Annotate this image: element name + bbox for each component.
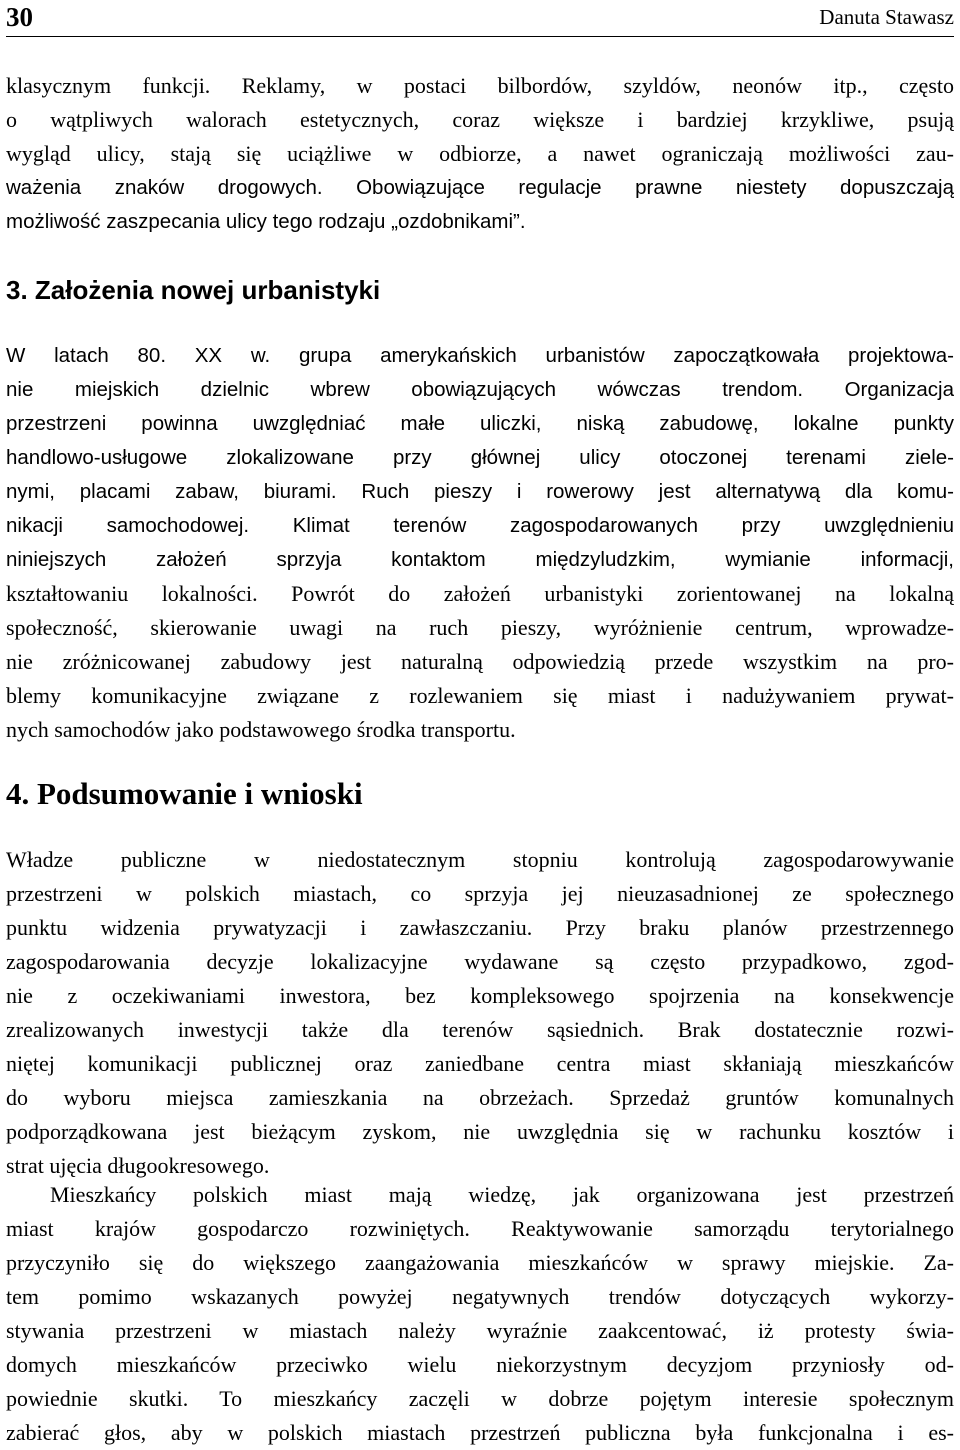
paragraph-summary-1 (6, 843, 954, 1183)
text-line: podporządkowana jest bieżącym zyskom, nie uwzględnia się w rachunku kosztów i (6, 1119, 954, 1144)
text-line: zagospodarowania decyzje lokalizacyjne wydawane są często przypadkowo, zgod- (6, 949, 954, 974)
text-line: niniejszych założeń sprzyja kontaktom międzyludzkim, wymianie informacji, (6, 548, 954, 571)
text-line: wygląd ulicy, stają się uciążliwe w odbiorze, a nawet ograniczają możliwości zau- (6, 141, 954, 166)
text-line: nie miejskich dzielnic wbrew obowiązujących wówczas trendom. Organizacja (6, 378, 954, 401)
text-line: punktu widzenia prywatyzacji i zawłaszczaniu. Przy braku planów przestrzennego (6, 915, 954, 940)
text-line: do wyboru miejsca zamieszkania na obrzeżach. Sprzedaż gruntów komunalnych (6, 1085, 954, 1110)
text-line: tem pomimo wskazanych powyżej negatywnych trendów dotyczących wykorzy- (6, 1284, 954, 1309)
text-line: W latach 80. XX w. grupa amerykańskich urbanistów zapoczątkowała projektowa- (6, 344, 954, 367)
text-line: nikacji samochodowej. Klimat terenów zagospodarowanych przy uwzględnieniu (6, 514, 954, 537)
section-heading-4: 4. Podsumowanie i wnioski (6, 776, 363, 811)
running-header-author: Danuta Stawasz (819, 5, 954, 29)
text-line: przestrzeni powinna uwzględniać małe uliczki, niską zabudowę, lokalne punkty (6, 412, 954, 435)
text-line: Władze publiczne w niedostatecznym stopniu kontrolują zagospodarowywanie (6, 847, 954, 872)
text-line: nymi, placami zabaw, biurami. Ruch pieszy i rowerowy jest alternatywą dla komu- (6, 480, 954, 503)
text-line: o wątpliwych walorach estetycznych, coraz większe i bardziej krzykliwe, psują (6, 107, 954, 132)
text-line: możliwość zaszpecania ulicy tego rodzaju „ozdobnikami”. (6, 210, 526, 233)
running-header (6, 0, 954, 37)
text-line: klasycznym funkcji. Reklamy, w postaci bilbordów, szyldów, neonów itp., często (6, 73, 954, 98)
document-page (6, 0, 954, 1445)
text-line: ważenia znaków drogowych. Obowiązujące regulacje prawne niestety dopuszczają (6, 176, 954, 199)
text-line: niętej komunikacji publicznej oraz zaniedbane centra miast skłaniają mieszkańców (6, 1051, 954, 1076)
text-line: handlowo-usługowe zlokalizowane przy głównej ulicy otoczonej terenami ziele- (6, 446, 954, 469)
paragraph-section-3 (6, 339, 954, 747)
text-line: strat ujęcia długookresowego. (6, 1153, 270, 1178)
text-line: nie z oczekiwaniami inwestora, bez kompleksowego spojrzenia na konsekwencje (6, 983, 954, 1008)
text-line: zrealizowanych inwestycji także dla terenów sąsiednich. Brak dostatecznie rozwi- (6, 1017, 954, 1042)
text-line: powiednie skutki. To mieszkańcy zaczęli w dobrze pojętym interesie społecznym (6, 1386, 954, 1411)
page-number: 30 (6, 2, 33, 32)
text-line: blemy komunikacyjne związane z rozlewaniem się miast i nadużywaniem prywat- (6, 683, 954, 708)
text-line: zabierać głos, aby w polskich miastach przestrzeń publiczna była funkcjonalna i es- (6, 1420, 954, 1445)
text-line: stywania przestrzeni w miastach należy wyraźnie zaakcentować, iż protesty świa- (6, 1318, 954, 1343)
text-line: przestrzeni w polskich miastach, co sprzyja jej nieuzasadnionej ze społecznego (6, 881, 954, 906)
section-heading-3: 3. Założenia nowej urbanistyki (6, 275, 381, 305)
text-line: kształtowaniu lokalności. Powrót do założeń urbanistyki zorientowanej na lokalną (6, 581, 954, 606)
paragraph-summary-2 (6, 1178, 954, 1450)
paragraph-intro-continuation (6, 69, 954, 239)
text-line: Mieszkańcy polskich miast mają wiedzę, jak organizowana jest przestrzeń (50, 1182, 954, 1207)
text-line: miast krajów gospodarczo rozwiniętych. Reaktywowanie samorządu terytorialnego (6, 1216, 954, 1241)
text-line: przyczyniło się do większego zaangażowania mieszkańców w sprawy miejskie. Za- (6, 1250, 954, 1275)
text-line: domych mieszkańców przeciwko wielu niekorzystnym decyzjom przyniosły od- (6, 1352, 954, 1377)
text-line: nych samochodów jako podstawowego środka transportu. (6, 717, 516, 742)
text-line: społeczność, skierowanie uwagi na ruch pieszy, wyróżnienie centrum, wprowadze- (6, 615, 954, 640)
text-line: nie zróżnicowanej zabudowy jest naturalną odpowiedzią przede wszystkim na pro- (6, 649, 954, 674)
